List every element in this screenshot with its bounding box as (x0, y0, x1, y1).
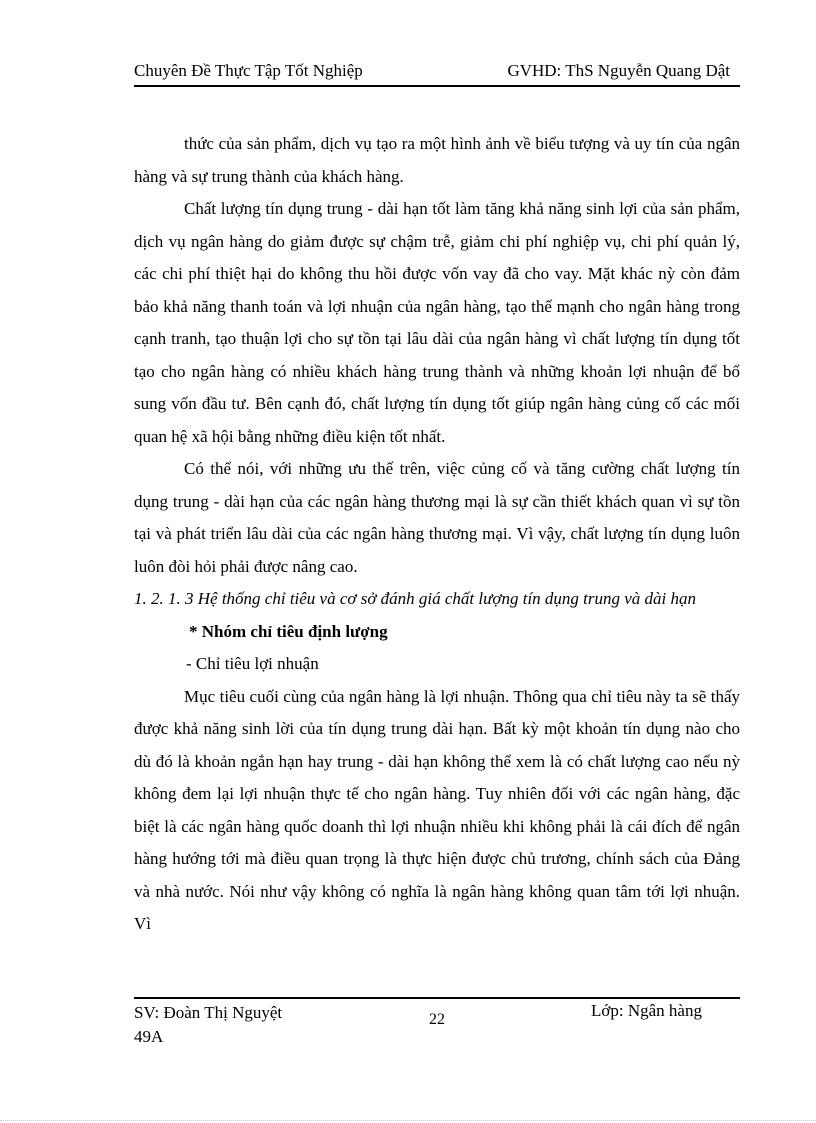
footer-student (134, 1001, 334, 1049)
footer-student-class-code: 49A (134, 1027, 164, 1046)
footer-class: Lớp: Ngân hàng (591, 1001, 702, 1020)
page-number: 22 (429, 1011, 445, 1028)
document-body (134, 128, 740, 941)
page-edge-divider (0, 1120, 816, 1121)
paragraph-3: Có thể nói, với những ưu thế trên, việc củng cố và tăng cường chất lượng tín dụng trung - dài hạn của các ngân hàng thương mại là sự cần thiết khách quan vì sự tồn tại và phát triển lâu dài của các ngân hàng thương mại. Vì vậy, chất lượng tín dụng luôn luôn đòi hỏi phải được nâng cao. (134, 459, 740, 576)
section-heading: 1. 2. 1. 3 Hệ thống chỉ tiêu và cơ sở đánh giá chất lượng tín dụng trung và dài hạn (134, 589, 697, 608)
footer-student-name: SV: Đoàn Thị Nguyệt (134, 1003, 283, 1022)
header-advisor: GVHD: ThS Nguyễn Quang Dật (507, 61, 730, 80)
group-heading: * Nhóm chỉ tiêu định lượng (189, 621, 388, 641)
page-header (134, 61, 740, 87)
paragraph-1: thức của sản phẩm, dịch vụ tạo ra một hình ảnh về biểu tượng và uy tín của ngân hàng và sự trung thành của khách hàng. (134, 134, 740, 186)
paragraph-2: Chất lượng tín dụng trung - dài hạn tốt làm tăng khả năng sinh lợi của sản phẩm, dịch vụ ngân hàng do giảm được sự chậm trễ, giảm chi phí nghiệp vụ, chi phí quản lý, các chi phí thiệt hại do không thu hồi được vốn vay đã cho vay. Mặt khác nỳ còn đảm bảo khả năng thanh toán và lợi nhuận của ngân hàng, tạo thế mạnh cho ngân hàng trong cạnh tranh, tạo thuận lợi cho sự tồn tại lâu dài của ngân hàng vì chất lượng tín dụng tốt tạo cho ngân hàng có nhiều khách hàng trung thành và những khoản lợi nhuận để bổ sung vốn đầu tư. Bên cạnh đó, chất lượng tín dụng tốt giúp ngân hàng củng cố các mối quan hệ xã hội bằng những điều kiện tốt nhất. (134, 199, 740, 446)
paragraph-4: Mục tiêu cuối cùng của ngân hàng là lợi nhuận. Thông qua chỉ tiêu này ta sẽ thấy được khả năng sinh lời của tín dụng trung dài hạn. Bất kỳ một khoản tín dụng nào cho dù đó là khoản ngắn hạn hay trung - dài hạn không thể xem là có chất lượng cao nếu nỳ không đem lại lợi nhuận thực tế cho ngân hàng. Tuy nhiên đối với các ngân hàng, đặc biệt là các ngân hàng quốc doanh thì lợi nhuận nhiều khi không phải là cái đích để ngân hàng hướng tới mà điều quan trọng là thực hiện được chủ trương, chính sách của Đảng và nhà nước. Nói như vậy không có nghĩa là ngân hàng không quan tâm tới lợi nhuận. Vì (134, 686, 740, 933)
header-title: Chuyên Đề Thực Tập Tốt Nghiệp (134, 61, 363, 80)
footer-divider (134, 997, 740, 999)
sub-item-heading: - Chỉ tiêu lợi nhuận (186, 654, 319, 673)
